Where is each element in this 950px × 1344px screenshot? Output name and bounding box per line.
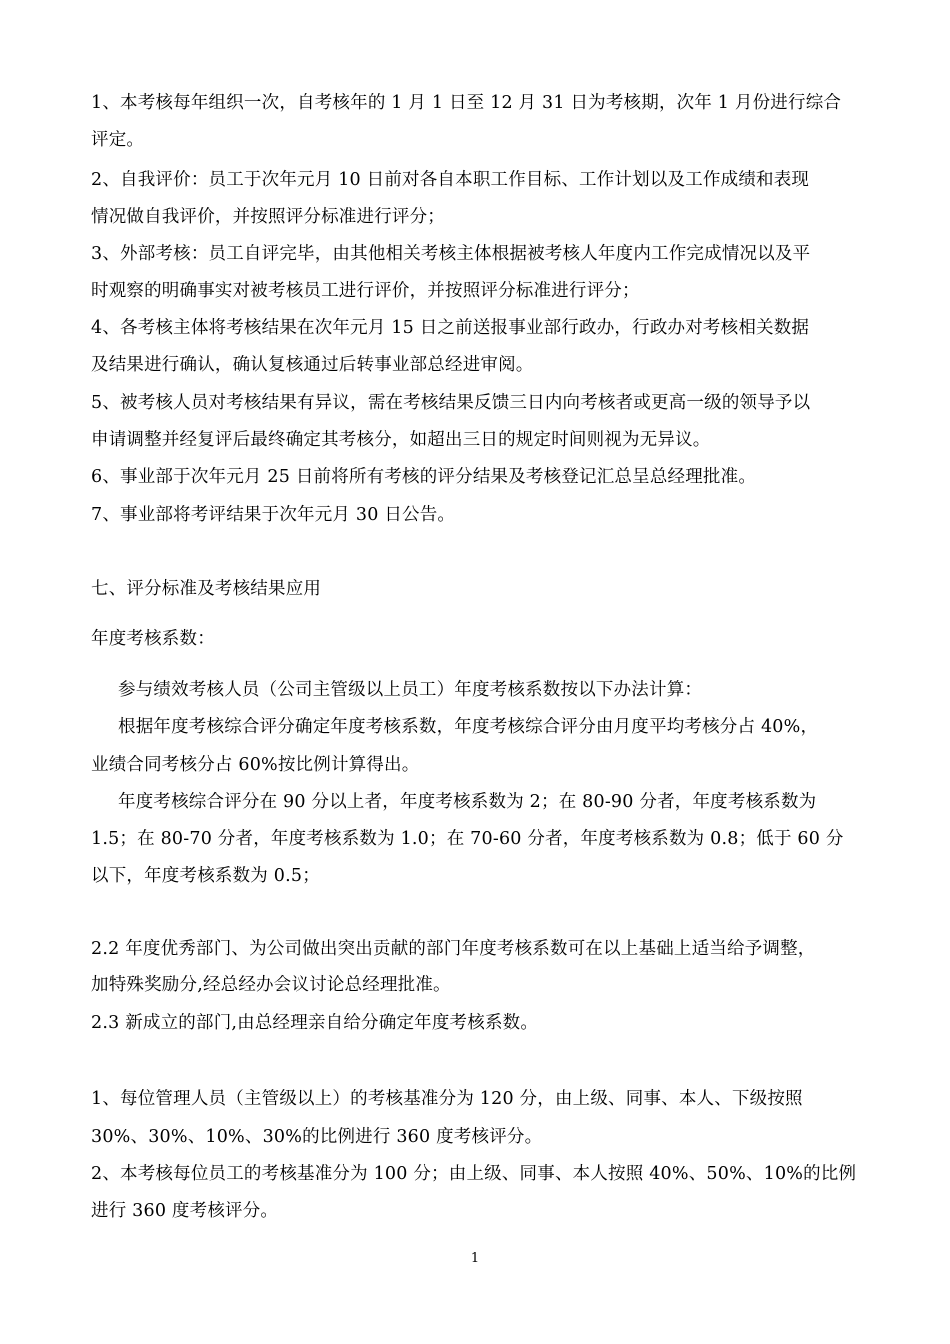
paragraph-line: 及结果进行确认，确认复核通过后转事业部总经进审阅。 bbox=[91, 355, 534, 375]
paragraph-line: 30%、30%、10%、30%的比例进行 360 度考核评分。 bbox=[91, 1127, 543, 1147]
section-heading: 七、评分标准及考核结果应用 bbox=[91, 579, 322, 599]
subheading: 年度考核系数： bbox=[91, 629, 215, 649]
paragraph-line: 申请调整并经复评后最终确定其考核分，如超出三日的规定时间则视为无异议。 bbox=[91, 430, 711, 450]
page-number: 1 bbox=[470, 1251, 480, 1266]
paragraph-line: 年度考核综合评分在 90 分以上者，年度考核系数为 2；在 80-90 分者，年度考核系数为 bbox=[118, 792, 817, 812]
paragraph-line: 加特殊奖励分,经总经办会议讨论总经理批准。 bbox=[91, 975, 451, 995]
paragraph-line: 时观察的明确事实对被考核员工进行评价，并按照评分标准进行评分； bbox=[91, 281, 640, 301]
paragraph-line: 5、被考核人员对考核结果有异议，需在考核结果反馈三日内向考核者或更高一级的领导予以 bbox=[91, 393, 811, 413]
paragraph-line: 参与绩效考核人员（公司主管级以上员工）年度考核系数按以下办法计算： bbox=[118, 680, 703, 700]
paragraph-line: 2、自我评价：员工于次年元月 10 日前对各自本职工作目标、工作计划以及工作成绩和表现 bbox=[91, 170, 810, 190]
paragraph-line: 7、事业部将考评结果于次年元月 30 日公告。 bbox=[91, 505, 456, 525]
paragraph-line: 4、各考核主体将考核结果在次年元月 15 日之前送报事业部行政办，行政办对考核相关数据 bbox=[91, 318, 810, 338]
paragraph-line: 情况做自我评价，并按照评分标准进行评分； bbox=[91, 207, 445, 227]
paragraph-line: 3、外部考核：员工自评完毕，由其他相关考核主体根据被考核人年度内工作完成情况以及平 bbox=[91, 244, 811, 264]
paragraph-line: 6、事业部于次年元月 25 日前将所有考核的评分结果及考核登记汇总呈总经理批准。 bbox=[91, 467, 757, 487]
paragraph-line: 2、本考核每位员工的考核基准分为 100 分；由上级、同事、本人按照 40%、50%、10%的比例 bbox=[91, 1164, 857, 1184]
paragraph-line: 根据年度考核综合评分确定年度考核系数，年度考核综合评分由月度平均考核分占 40%， bbox=[118, 717, 819, 737]
paragraph-line: 2.3 新成立的部门,由总经理亲自给分确定年度考核系数。 bbox=[91, 1013, 539, 1033]
paragraph-line: 进行 360 度考核评分。 bbox=[91, 1201, 279, 1221]
paragraph-line: 2.2 年度优秀部门、为公司做出突出贡献的部门年度考核系数可在以上基础上适当给予调整， bbox=[91, 939, 816, 959]
paragraph-line: 1.5；在 80-70 分者，年度考核系数为 1.0；在 70-60 分者，年度考核系数为 0.8；低于 60 分 bbox=[91, 829, 844, 849]
paragraph-line: 评定。 bbox=[91, 130, 145, 150]
paragraph-line: 1、本考核每年组织一次，自考核年的 1 月 1 日至 12 月 31 日为考核期，次年 1 月份进行综合 bbox=[91, 93, 842, 113]
paragraph-line: 1、每位管理人员（主管级以上）的考核基准分为 120 分，由上级、同事、本人、下级按照 bbox=[91, 1089, 803, 1109]
paragraph-line: 业绩合同考核分占 60%按比例计算得出。 bbox=[91, 755, 420, 775]
paragraph-line: 以下，年度考核系数为 0.5； bbox=[91, 866, 320, 886]
